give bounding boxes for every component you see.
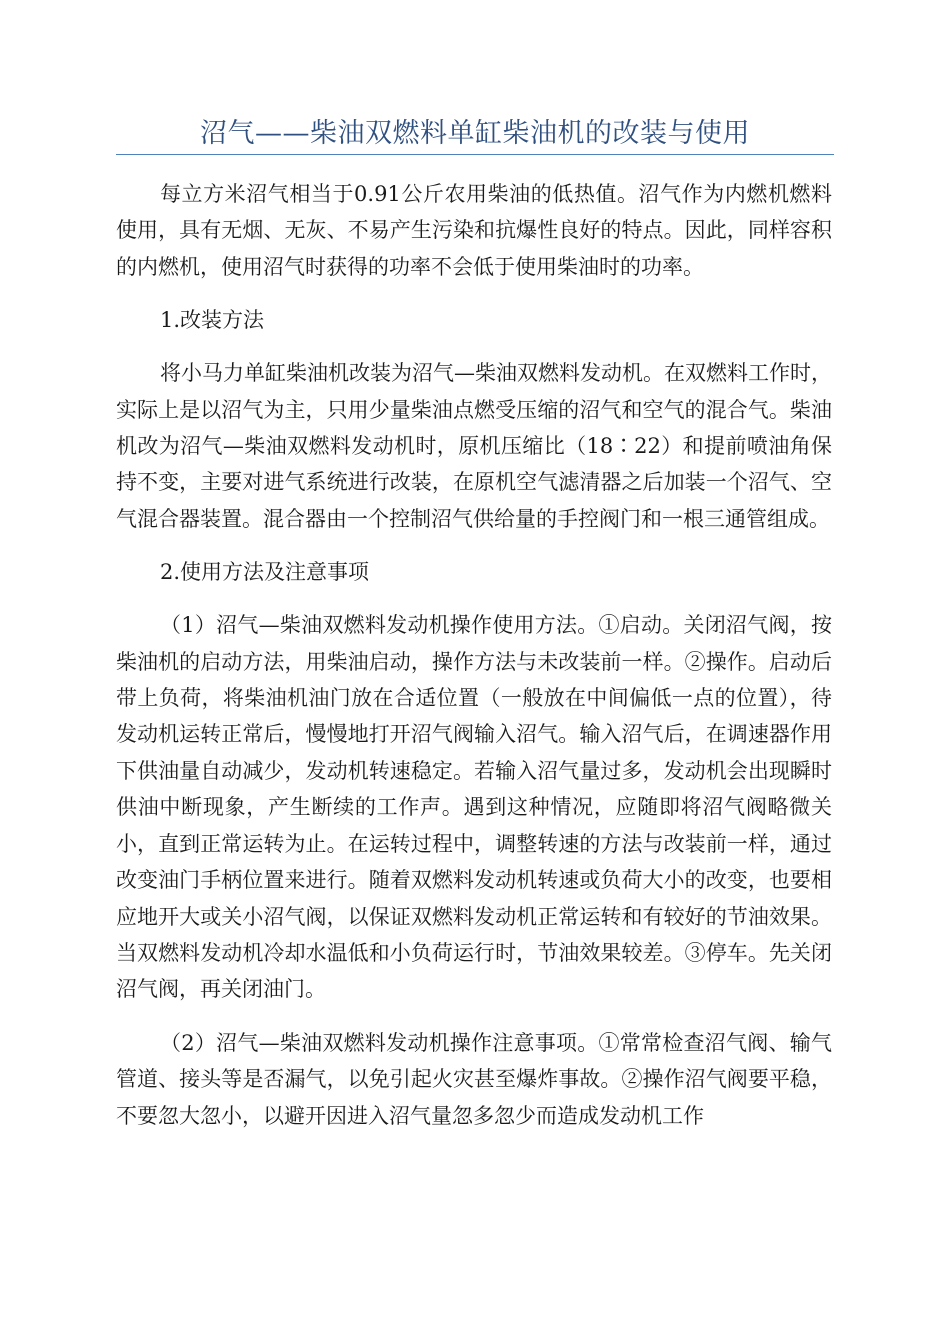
section-heading-usage: 2.使用方法及注意事项 (160, 560, 370, 585)
section-heading-modification: 1.改装方法 (160, 308, 265, 333)
paragraph-modification: 将小马力单缸柴油机改装为沼气—柴油双燃料发动机。在双燃料工作时，实际上是以沼气为主，只用少量柴油点燃受压缩的沼气和空气的混合气。柴油机改为沼气—柴油双燃料发动机时，原机压缩比（18∶22）和提前喷油角保持不变，主要对进气系统进行改装，在原机空气滤清器之后加装一个沼气、空气混合器装置。混合器由一个控制沼气供给量的手控阀门和一根三通管组成。 (116, 361, 832, 531)
paragraph-usage-precautions: （2）沼气—柴油双燃料发动机操作注意事项。①常常检查沼气阀、输气管道、接头等是否漏气，以免引起火灾甚至爆炸事故。②操作沼气阀要平稳，不要忽大忽小，以避开因进入沼气量忽多忽少而造成发动机工作 (116, 1030, 832, 1128)
title-underline (116, 154, 834, 155)
paragraph-intro: 每立方米沼气相当于0.91公斤农用柴油的低热值。沼气作为内燃机燃料使用，具有无烟、无灰、不易产生污染和抗爆性良好的特点。因此，同样容积的内燃机，使用沼气时获得的功率不会低于使用柴油时的功率。 (116, 182, 832, 279)
document-body (116, 176, 832, 1134)
document-title: 沼气——柴油双燃料单缸柴油机的改装与使用 (200, 118, 750, 149)
paragraph-usage-method: （1）沼气—柴油双燃料发动机操作使用方法。①启动。关闭沼气阀，按柴油机的启动方法，用柴油启动，操作方法与未改装前一样。②操作。启动后带上负荷，将柴油机油门放在合适位置（一般放在中间偏低一点的位置），待发动机运转正常后，慢慢地打开沼气阀输入沼气。输入沼气后，在调速器作用下供油量自动减少，发动机转速稳定。若输入沼气量过多，发动机会出现瞬时供油中断现象，产生断续的工作声。遇到这种情况，应随即将沼气阀略微关小，直到正常运转为止。在运转过程中，调整转速的方法与改装前一样，通过改变油门手柄位置来进行。随着双燃料发动机转速或负荷大小的改变，也要相应地开大或关小沼气阀，以保证双燃料发动机正常运转和有较好的节油效果。当双燃料发动机冷却水温低和小负荷运行时，节油效果较差。③停车。先关闭沼气阀，再关闭油门。 (116, 613, 832, 1002)
